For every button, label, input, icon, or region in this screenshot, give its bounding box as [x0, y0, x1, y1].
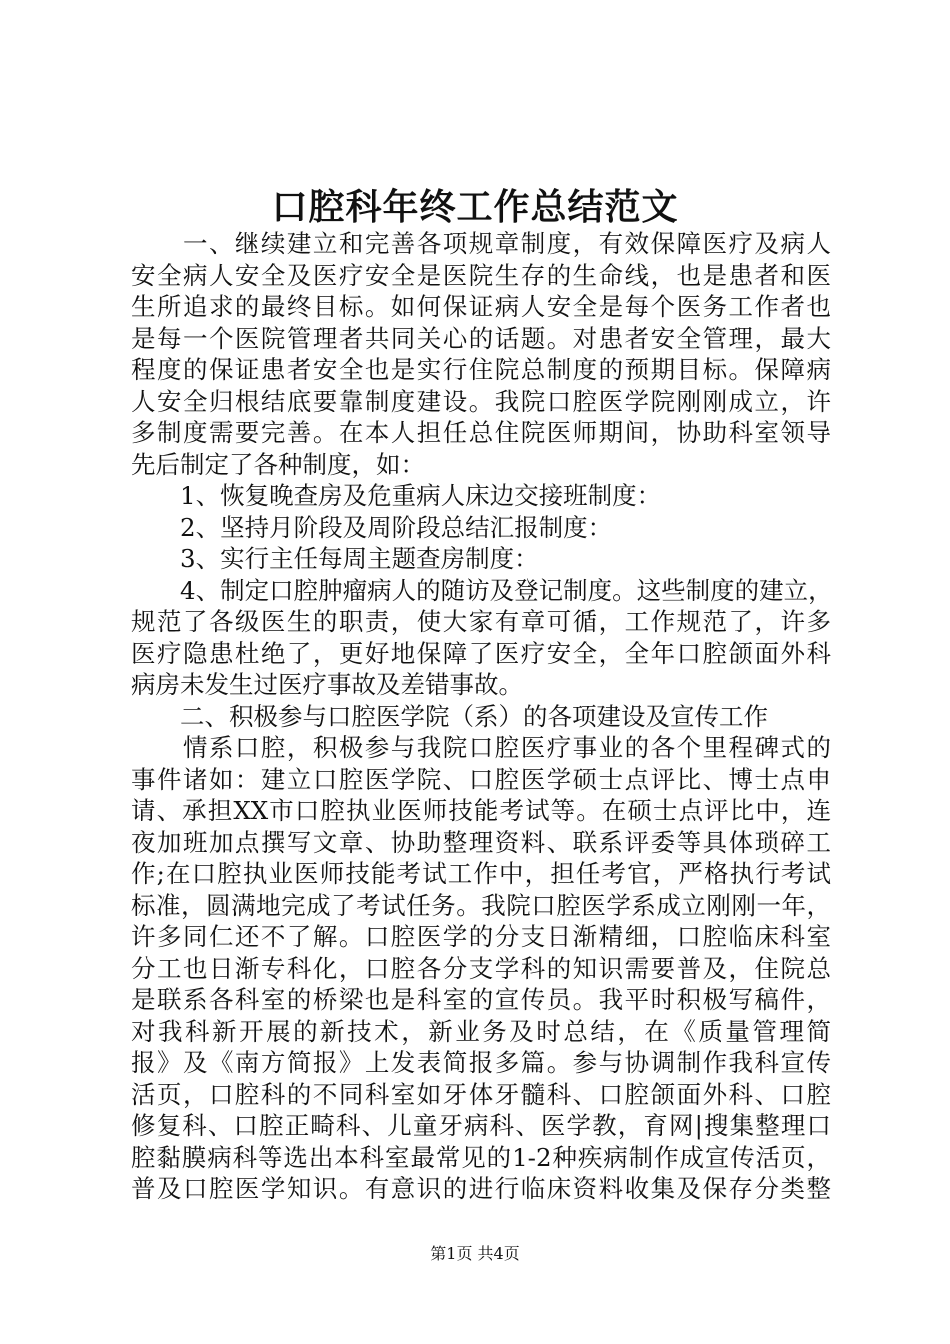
text-line: 程度的保证患者安全也是实行住院总制度的预期目标。保障病: [131, 355, 831, 384]
text-line: 二、积极参与口腔医学院（系）的各项建设及宣传工作: [131, 701, 768, 731]
text-line: 3、实行主任每周主题查房制度：: [131, 544, 539, 573]
text-line: 1、恢复晚查房及危重病人床边交接班制度：: [131, 481, 662, 510]
text-line: 标准，圆满地完成了考试任务。我院口腔医学系成立刚刚一年，: [131, 890, 831, 920]
text-line: 分工也日渐专科化，口腔各分支学科的知识需要普及，住院总: [131, 953, 831, 983]
text-line: 病房未发生过医疗事故及差错事故。: [131, 670, 523, 699]
text-line: 是联系各科室的桥梁也是科室的宣传员。我平时积极写稿件，: [131, 985, 831, 1014]
text-line: 人安全归根结底要靠制度建设。我院口腔医学院刚刚成立，许: [131, 386, 831, 416]
text-line: 一、继续建立和完善各项规章制度，有效保障医疗及病人: [131, 229, 831, 258]
text-line: 报》及《南方简报》上发表简报多篇。参与协调制作我科宣传: [131, 1048, 831, 1077]
text-line: 4、制定口腔肿瘤病人的随访及登记制度。这些制度的建立，: [131, 575, 833, 605]
text-line: 夜加班加点撰写文章、协助整理资料、联系评委等具体琐碎工: [131, 827, 831, 857]
text-line: 先后制定了各种制度，如：: [131, 449, 425, 479]
text-line: 作;在口腔执业医师技能考试工作中，担任考官，严格执行考试: [131, 859, 831, 888]
text-line: 规范了各级医生的职责，使大家有章可循，工作规范了，许多: [131, 607, 831, 636]
text-line: 是每一个医院管理者共同关心的话题。对患者安全管理，最大: [131, 323, 831, 353]
text-line: 对我科新开展的新技术，新业务及时总结，在《质量管理简: [131, 1016, 831, 1046]
document-body: [131, 228, 831, 1205]
text-line: 许多同仁还不了解。口腔医学的分支日渐精细，口腔临床科室: [131, 922, 831, 951]
document-title: 口腔科年终工作总结范文: [271, 186, 679, 228]
text-line: 腔黏膜病科等选出本科室最常见的1-2种疾病制作成宣传活页，: [131, 1142, 831, 1172]
text-line: 多制度需要完善。在本人担任总住院医师期间，协助科室领导: [131, 418, 831, 447]
text-line: 生所追求的最终目标。如何保证病人安全是每个医务工作者也: [131, 292, 831, 321]
text-line: 事件诸如：建立口腔医学院、口腔医学硕士点评比、博士点申: [131, 764, 831, 794]
page-footer: 第1页 共4页: [430, 1244, 520, 1263]
text-line: 2、坚持月阶段及周阶段总结汇报制度：: [131, 512, 613, 542]
text-line: 安全病人安全及医疗安全是医院生存的生命线，也是患者和医: [131, 260, 831, 290]
text-line: 活页，口腔科的不同科室如牙体牙髓科、口腔颌面外科、口腔: [131, 1079, 831, 1109]
text-line: 请、承担XX市口腔执业医师技能考试等。在硕士点评比中，连: [131, 796, 831, 825]
text-line: 情系口腔，积极参与我院口腔医疗事业的各个里程碑式的: [131, 733, 831, 762]
text-line: 医疗隐患杜绝了，更好地保障了医疗安全，全年口腔颌面外科: [131, 638, 831, 668]
text-line: 修复科、口腔正畸科、儿童牙病科、医学教，育网|搜集整理口: [131, 1111, 831, 1140]
text-line: 普及口腔医学知识。有意识的进行临床资料收集及保存分类整: [131, 1174, 831, 1203]
